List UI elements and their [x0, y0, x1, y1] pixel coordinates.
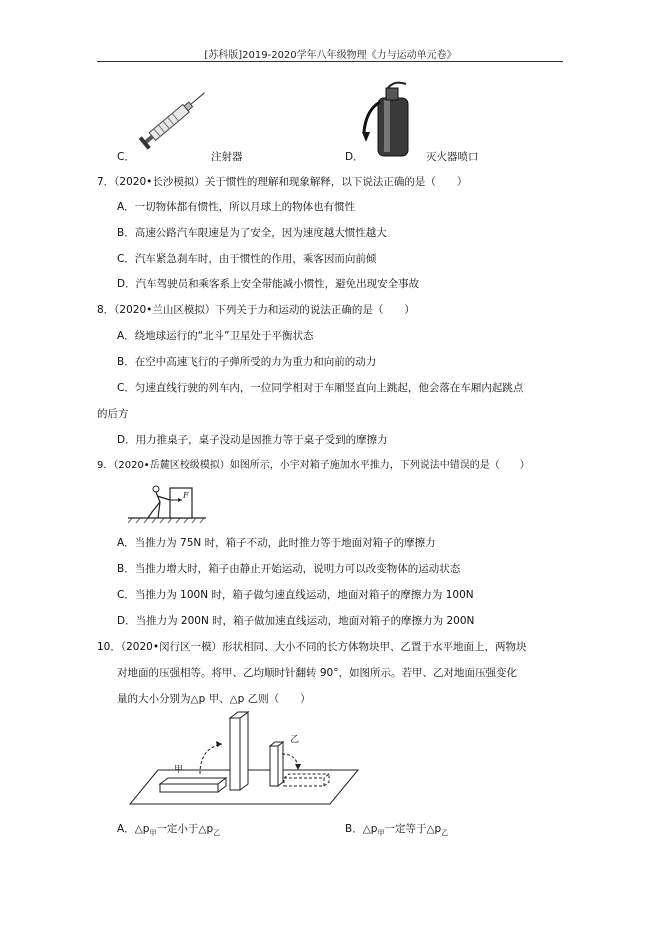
q9-stem: 9．（2020•岳麓区校级模拟）如图所示，小宇对箱子施加水平推力，下列说法中错误的是（ ）: [97, 460, 530, 471]
q8-option-c-cont: 的后方: [97, 408, 129, 420]
q7-option-d: D．汽车驾驶员和乘客系上安全带能减小惯性，避免出现安全事故: [117, 278, 420, 290]
q10-stem-line3: 量的大小分别为△p 甲、△p 乙则（ ）: [117, 693, 311, 705]
q8-option-c: C．匀速直线行驶的列车内，一位同学相对于车厢竖直向上跳起，他会落在车厢内起跳点: [117, 382, 524, 394]
q10-figure-label-yi: 乙: [290, 735, 300, 745]
q7-option-a: A．一切物体都有惯性，所以月球上的物体也有惯性: [117, 201, 356, 213]
page-header: [苏科版]2019-2020学年八年级物理《力与运动单元卷》: [204, 50, 457, 61]
q9-option-c: C．当推力为 100N 时，箱子做匀速直线运动，地面对箱子的摩擦力为 100N: [117, 589, 474, 601]
q6-option-d-label: 灭火器喷口: [426, 151, 479, 163]
q8-stem: 8．（2020•兰山区模拟）下列关于力和运动的说法正确的是（ ）: [97, 304, 415, 316]
q7-option-c: C．汽车紧急刹车时，由于惯性的作用，乘客因而向前倾: [117, 253, 377, 265]
q9-option-d: D．当推力为 200N 时，箱子做加速直线运动，地面对箱子的摩擦力为 200N: [117, 615, 475, 627]
q9-option-b: B．当推力增大时，箱子由静止开始运动，说明力可以改变物体的运动状态: [117, 563, 461, 575]
q6-option-c-letter: C．: [117, 151, 135, 163]
q9-figure-force-label: F: [183, 491, 189, 500]
fire-extinguisher-image: [360, 80, 420, 160]
q10-stem-line2: 对地面的压强相等。将甲、乙均顺时针翻转 90°，如图所示。若甲、乙对地面压强变化: [117, 667, 517, 679]
q10-option-a: A．$\triangle p_甲$一定小于$\triangle p_乙$: [117, 823, 221, 838]
q7-option-b: B．高速公路汽车限速是为了安全，因为速度越大惯性越大: [117, 227, 387, 239]
q10-figure: [130, 712, 360, 812]
q6-option-c-label: 注射器: [211, 151, 243, 163]
q8-option-d: D．用力推桌子，桌子没动是因推力等于桌子受到的摩擦力: [117, 434, 388, 446]
q10-figure-label-jia: 甲: [174, 765, 184, 775]
q8-option-a: A．绕地球运行的“北斗”卫星处于平衡状态: [117, 330, 314, 342]
q8-option-b: B．在空中高速飞行的子弹所受的力为重力和向前的动力: [117, 356, 377, 368]
q9-option-a: A．当推力为 75N 时，箱子不动，此时推力等于地面对箱子的摩擦力: [117, 537, 436, 549]
q6-option-d-letter: D．: [345, 151, 364, 163]
q10-option-b: B．$\triangle p_甲$一定等于$\triangle p_乙$: [345, 823, 449, 838]
q7-stem: 7．（2020•长沙模拟）关于惯性的理解和现象解释，以下说法正确的是（ ）: [97, 176, 468, 188]
header-divider: [97, 61, 563, 62]
q9-figure: [128, 482, 208, 524]
syringe-image: [136, 82, 216, 154]
q10-stem-line1: 10．（2020•闵行区一模）形状相同、大小不同的长方体物块甲、乙置于水平地面上，两物块: [97, 641, 527, 653]
